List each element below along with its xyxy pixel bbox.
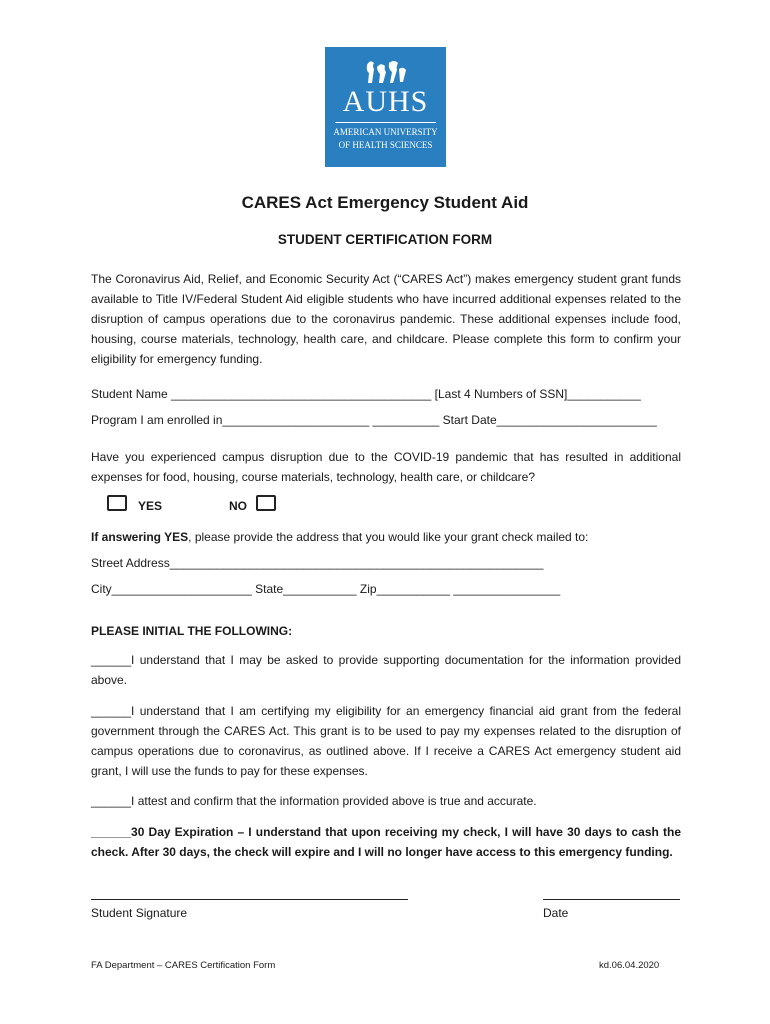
signature-line[interactable]: [91, 899, 408, 900]
form-subtitle: STUDENT CERTIFICATION FORM: [277, 232, 493, 247]
logo-line2: OF HEALTH SCIENCES: [338, 140, 433, 150]
program-field[interactable]: Program I am enrolled in______________________ __________ Start Date________________________: [91, 413, 657, 427]
address-prompt-rest: , please provide the address that you would like your grant check mailed to:: [188, 530, 589, 544]
yes-label: YES: [138, 499, 163, 513]
city-state-zip-field[interactable]: City_____________________ State___________ Zip___________ ________________: [91, 582, 561, 596]
expiration-blank: ______: [91, 825, 132, 839]
footer-right: kd.06.04.2020: [599, 960, 660, 971]
no-checkbox[interactable]: [256, 495, 276, 511]
page-title: CARES Act Emergency Student Aid: [241, 193, 529, 212]
logo-line1: AMERICAN UNIVERSITY: [333, 127, 438, 137]
initial-item[interactable]: ______I understand that I may be asked to provide supporting documentation for the information provided above.: [91, 653, 681, 687]
expiration-initial[interactable]: [91, 822, 681, 862]
initial-item[interactable]: ______I understand that I am certifying my eligibility for an emergency financial aid grant from the federal government through the CARES Act. This grant is to be used to pay my expenses related to the disruption of campus operations due to coronavirus, as outlined above. If I receive a CARES Act emergency student aid grant, I will use the funds to pay for these expenses.: [91, 704, 681, 778]
signature-label: Student Signature: [91, 906, 188, 920]
initial-heading: PLEASE INITIAL THE FOLLOWING:: [91, 624, 293, 638]
footer-left: FA Department – CARES Certification Form: [91, 960, 276, 971]
logo-divider: [335, 122, 436, 123]
logo-wordmark: AUHS: [342, 85, 429, 118]
address-prompt: [91, 529, 588, 545]
student-name-field[interactable]: Student Name _______________________________________ [Last 4 Numbers of SSN]___________: [91, 387, 641, 401]
intro-paragraph: The Coronavirus Aid, Relief, and Economic Security Act (“CARES Act”) makes emergency student grant funds available to Title IV/Federal Student Aid eligible students who have incurred additional expenses related to the disruption of campus operations due to the coronavirus pandemic. These additional expenses include food, housing, course materials, technology, health care, and childcare. Please complete this form to confirm your eligibility for emergency funding.: [91, 272, 681, 366]
no-label: NO: [229, 499, 247, 513]
university-logo: [325, 47, 446, 167]
disruption-question: Have you experienced campus disruption due to the COVID-19 pandemic that has resulted in additional expenses for food, housing, course materials, technology, health care, or childcare?: [91, 450, 681, 484]
yes-checkbox[interactable]: [107, 495, 127, 511]
street-address-field[interactable]: Street Address________________________________________________________: [91, 556, 544, 570]
date-label: Date: [543, 906, 569, 920]
initial-item[interactable]: ______I attest and confirm that the information provided above is true and accurate.: [91, 794, 537, 808]
date-line[interactable]: [543, 899, 680, 900]
expiration-text: 30 Day Expiration – I understand that upon receiving my check, I will have 30 days to cash the check. After 30 days, the check will expire and I will no longer have access to this emergency funding.: [91, 825, 681, 859]
address-prompt-bold: If answering YES: [91, 530, 189, 544]
